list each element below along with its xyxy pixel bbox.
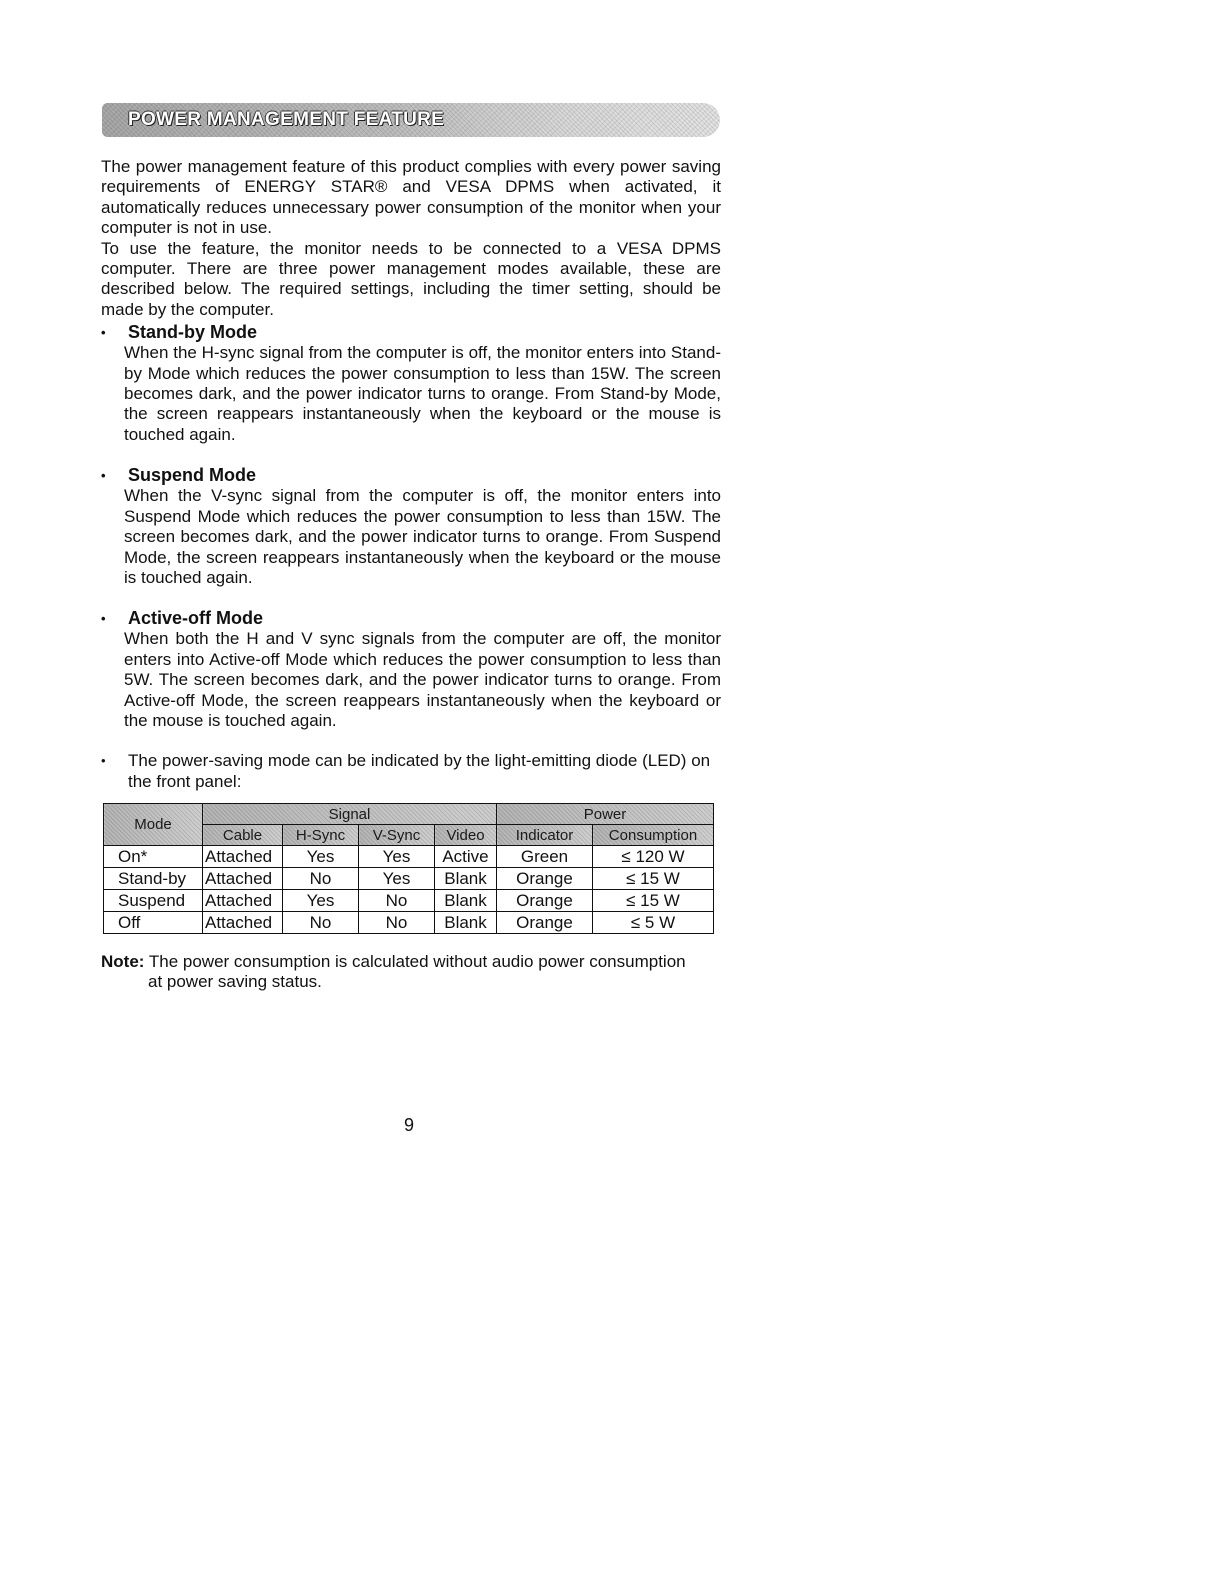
header-video: Video [435, 825, 497, 846]
standby-mode-title: Stand-by Mode [128, 322, 257, 343]
cell-video: Blank [435, 912, 497, 934]
cell-video: Blank [435, 890, 497, 912]
section-header-banner [102, 103, 720, 137]
header-mode: Mode [104, 804, 203, 846]
intro-paragraph-2: To use the feature, the monitor needs to be connected to a VESA DPMS computer. There are three power management modes available, these are described below. The required settings, including the timer setting, should be made by the computer. [101, 238, 721, 319]
cell-indicator: Orange [497, 868, 593, 890]
cell-cable: Attached [203, 868, 283, 890]
cell-mode: On* [104, 846, 203, 868]
bullet-icon: • [101, 611, 106, 627]
table-row [104, 868, 714, 890]
cell-cable: Attached [203, 846, 283, 868]
header-consumption: Consumption [593, 825, 714, 846]
header-cable: Cable [203, 825, 283, 846]
suspend-mode-description: When the V-sync signal from the computer is off, the monitor enters into Suspend Mode which reduces the power consumption to less than 15W. The screen becomes dark, and the power indicator turns to orange. From Suspend Mode, the screen reappears instantaneously when the keyboard or the mouse is touched again. [124, 486, 721, 587]
cell-h-sync: Yes [283, 890, 359, 912]
table-row [104, 912, 714, 934]
cell-h-sync: No [283, 912, 359, 934]
power-mode-table [103, 803, 714, 934]
cell-indicator: Orange [497, 890, 593, 912]
cell-mode: Off [104, 912, 203, 934]
power-note [101, 952, 741, 993]
cell-indicator: Green [497, 846, 593, 868]
note-line-1: The power consumption is calculated without audio power consumption [148, 952, 686, 971]
standby-mode-section [101, 322, 721, 445]
bullet-icon: • [101, 468, 106, 484]
section-title: POWER MANAGEMENT FEATURE [128, 109, 445, 130]
standby-mode-description: When the H-sync signal from the computer is off, the monitor enters into Stand-by Mode which reduces the power consumption to less than 15W. The screen becomes dark, and the power indicator turns to orange. From Stand-by Mode, the screen reappears instantaneously when the keyboard or the mouse is touched again. [124, 343, 721, 444]
led-note-text: The power-saving mode can be indicated by the light-emitting diode (LED) on the front panel: [128, 751, 711, 791]
active-off-mode-description: When both the H and V sync signals from the computer are off, the monitor enters into Active-off Mode which reduces the power consumption to less than 5W. The screen becomes dark, and the power indicator turns to orange. From Active-off Mode, the screen reappears instantaneously when the keyboard or the mouse is touched again. [124, 629, 721, 730]
cell-h-sync: Yes [283, 846, 359, 868]
header-indicator: Indicator [497, 825, 593, 846]
cell-consumption: ≤ 15 W [593, 890, 714, 912]
header-power: Power [497, 804, 714, 825]
intro-paragraph-1: The power management feature of this product complies with every power saving requirements of ENERGY STAR® and VESA DPMS when activated, it automatically reduces unnecessary power consumption of the monitor when your computer is not in use. [101, 157, 721, 238]
cell-consumption: ≤ 120 W [593, 846, 714, 868]
cell-v-sync: No [359, 912, 435, 934]
cell-h-sync: No [283, 868, 359, 890]
header-h-sync: H-Sync [283, 825, 359, 846]
active-off-mode-section [101, 608, 721, 731]
table-row [104, 890, 714, 912]
page-number: 9 [404, 1115, 415, 1135]
cell-video: Blank [435, 868, 497, 890]
cell-v-sync: Yes [359, 846, 435, 868]
note-line-2: at power saving status. [148, 972, 322, 992]
cell-mode: Suspend [104, 890, 203, 912]
table-row [104, 846, 714, 868]
bullet-icon: • [101, 753, 106, 769]
led-note [101, 751, 721, 792]
cell-mode: Stand-by [104, 868, 203, 890]
header-v-sync: V-Sync [359, 825, 435, 846]
document-body [101, 157, 721, 792]
cell-consumption: ≤ 15 W [593, 868, 714, 890]
active-off-mode-title: Active-off Mode [128, 608, 263, 629]
table-group-header-row [104, 804, 714, 825]
cell-cable: Attached [203, 890, 283, 912]
cell-video: Active [435, 846, 497, 868]
header-signal: Signal [203, 804, 497, 825]
bullet-icon: • [101, 325, 106, 341]
suspend-mode-section [101, 465, 721, 588]
note-label: Note: [101, 952, 145, 971]
suspend-mode-title: Suspend Mode [128, 465, 257, 486]
cell-consumption: ≤ 5 W [593, 912, 714, 934]
cell-v-sync: No [359, 890, 435, 912]
cell-v-sync: Yes [359, 868, 435, 890]
cell-cable: Attached [203, 912, 283, 934]
cell-indicator: Orange [497, 912, 593, 934]
